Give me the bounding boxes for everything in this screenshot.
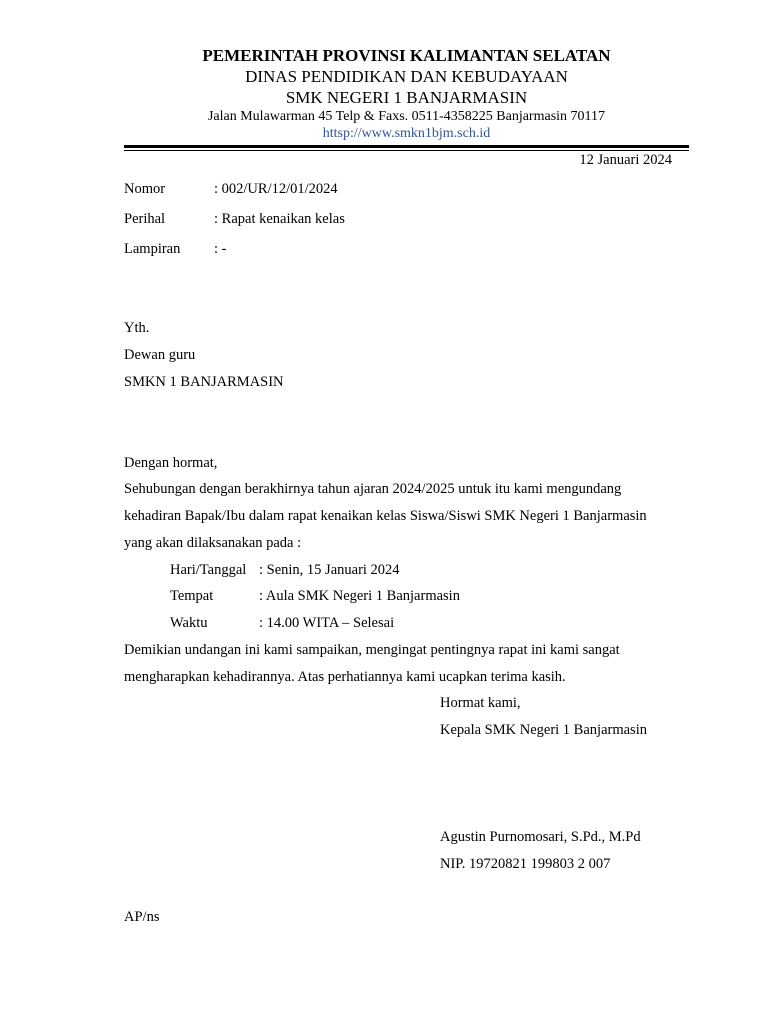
detail-value-date: : Senin, 15 Januari 2024 <box>259 562 400 578</box>
greeting: Dengan hormat, <box>124 455 218 471</box>
detail-value-place: : Aula SMK Negeri 1 Banjarmasin <box>259 588 460 604</box>
signature-nip: NIP. 19720821 199803 2 007 <box>440 856 611 872</box>
paragraph-line: yang akan dilaksanakan pada : <box>124 535 302 551</box>
recipient-name: Dewan guru <box>124 347 196 363</box>
detail-label-place: Tempat <box>170 588 214 604</box>
detail-label-time: Waktu <box>170 615 208 631</box>
letterhead-department: DINAS PENDIDIKAN DAN KEBUDAYAAN <box>245 67 568 86</box>
lampiran-value: : - <box>214 241 227 257</box>
typist-initials: AP/ns <box>124 909 160 925</box>
nomor-label: Nomor <box>124 181 166 197</box>
letterhead-divider-thick <box>124 145 689 148</box>
detail-value-time: : 14.00 WITA – Selesai <box>259 615 395 631</box>
letterhead-address: Jalan Mulawarman 45 Telp & Faxs. 0511-4358225 Banjarmasin 70117 <box>207 109 606 124</box>
letter-date: 12 Januari 2024 <box>579 152 672 168</box>
paragraph-line: Sehubungan dengan berakhirnya tahun ajaran 2024/2025 untuk itu kami mengundang <box>124 481 622 497</box>
nomor-value: : 002/UR/12/01/2024 <box>214 181 338 197</box>
closing-line: Demikian undangan ini kami sampaikan, mengingat pentingnya rapat ini kami sangat <box>124 642 620 658</box>
perihal-label: Perihal <box>124 211 166 227</box>
recipient-institution: SMKN 1 BANJARMASIN <box>124 374 284 390</box>
letterhead-website-link[interactable]: httsp://www.smkn1bjm.sch.id <box>322 126 491 141</box>
perihal-value: : Rapat kenaikan kelas <box>214 211 345 227</box>
signature-position: Kepala SMK Negeri 1 Banjarmasin <box>440 722 647 738</box>
paragraph-line: kehadiran Bapak/Ibu dalam rapat kenaikan kelas Siswa/Siswi SMK Negeri 1 Banjarmasin <box>124 508 647 524</box>
closing-line: mengharapkan kehadirannya. Atas perhatiannya kami ucapkan terima kasih. <box>124 669 566 685</box>
letterhead-government: PEMERINTAH PROVINSI KALIMANTAN SELATAN <box>202 46 611 65</box>
lampiran-label: Lampiran <box>124 241 181 257</box>
signature-salutation: Hormat kami, <box>440 695 521 711</box>
letterhead-school: SMK NEGERI 1 BANJARMASIN <box>285 88 528 107</box>
letterhead-divider-thin <box>124 150 689 151</box>
recipient-yth: Yth. <box>124 320 150 336</box>
detail-label-date: Hari/Tanggal <box>170 562 247 578</box>
signature-name: Agustin Purnomosari, S.Pd., M.Pd <box>440 829 641 845</box>
